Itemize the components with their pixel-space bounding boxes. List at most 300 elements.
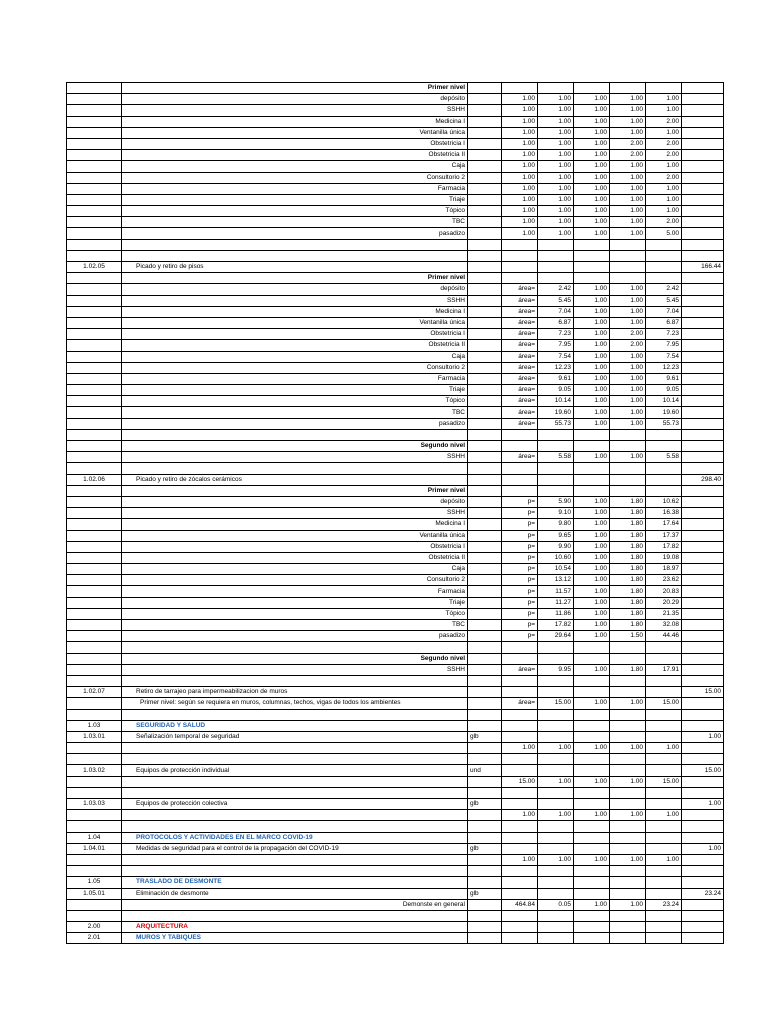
measure-value: 1.00 [538, 228, 574, 239]
empty-cell [610, 429, 646, 440]
item-description: pasadizo [122, 631, 468, 642]
item-code [67, 597, 122, 608]
item-total [682, 564, 724, 575]
item-total [682, 284, 724, 295]
empty-cell [67, 642, 122, 653]
item-total [682, 217, 724, 228]
measure-value [646, 877, 682, 888]
empty-cell [574, 463, 610, 474]
table-row [67, 754, 724, 765]
measure-value: 1.00 [574, 295, 610, 306]
item-total [682, 373, 724, 384]
unit-cell [468, 441, 502, 452]
unit-cell [468, 94, 502, 105]
measure-value: 23.62 [646, 575, 682, 586]
item-code [67, 351, 122, 362]
measure-value [646, 83, 682, 94]
measure-value: 5.90 [538, 496, 574, 507]
empty-cell [468, 675, 502, 686]
measure-label: área= [502, 698, 538, 709]
measure-label: p= [502, 586, 538, 597]
item-code [67, 138, 122, 149]
measure-value: 1.00 [574, 228, 610, 239]
measure-value: 1.00 [574, 575, 610, 586]
item-code [67, 340, 122, 351]
item-code [67, 206, 122, 217]
table-row [67, 385, 724, 396]
measure-value [574, 687, 610, 698]
measure-value: 1.50 [610, 631, 646, 642]
table-row [67, 206, 724, 217]
measure-value [538, 720, 574, 731]
item-code [67, 586, 122, 597]
item-total [682, 127, 724, 138]
item-total [682, 116, 724, 127]
measure-value: 1.00 [538, 150, 574, 161]
unit-cell [468, 105, 502, 116]
measure-value: 29.64 [538, 631, 574, 642]
table-row [67, 575, 724, 586]
table-row [67, 351, 724, 362]
measure-value: 10.62 [646, 496, 682, 507]
item-code [67, 743, 122, 754]
item-total [682, 295, 724, 306]
unit-cell [468, 206, 502, 217]
unit-cell [468, 150, 502, 161]
item-total [682, 273, 724, 284]
empty-cell [610, 463, 646, 474]
item-total [682, 586, 724, 597]
measure-value [646, 687, 682, 698]
table-row [67, 485, 724, 496]
unit-cell [468, 116, 502, 127]
item-description: Primer nivel: según se requiera en muros, columnas, techos, vigas de todos los ambientes [122, 698, 468, 709]
measure-value [538, 933, 574, 944]
measure-value: 1.00 [610, 217, 646, 228]
item-description: Medicina I [122, 306, 468, 317]
measure-label: área= [502, 306, 538, 317]
item-code: 1.02.07 [67, 687, 122, 698]
item-code: 1.02.05 [67, 262, 122, 273]
table-row [67, 530, 724, 541]
item-description: Caja [122, 351, 468, 362]
measure-value: 2.00 [610, 138, 646, 149]
measure-value [610, 731, 646, 742]
measure-label: p= [502, 530, 538, 541]
measure-value: 1.80 [610, 530, 646, 541]
item-description: Farmacia [122, 373, 468, 384]
measure-value: 1.00 [646, 810, 682, 821]
measure-value: 1.00 [574, 127, 610, 138]
empty-cell [610, 910, 646, 921]
item-total [682, 720, 724, 731]
measure-value: 464.84 [502, 899, 538, 910]
measure-value: 1.00 [502, 183, 538, 194]
item-description: Eliminación de desmonte [122, 888, 468, 899]
measure-value [538, 799, 574, 810]
empty-cell [574, 642, 610, 653]
measure-value: 1.00 [502, 206, 538, 217]
unit-cell [468, 776, 502, 787]
item-description: Obstetricia II [122, 340, 468, 351]
item-description [122, 776, 468, 787]
measure-value: 9.61 [646, 373, 682, 384]
item-total [682, 150, 724, 161]
unit-cell [468, 317, 502, 328]
measure-value: 1.00 [538, 138, 574, 149]
measure-label: p= [502, 597, 538, 608]
measure-value: 1.00 [574, 329, 610, 340]
measure-value: 2.00 [646, 138, 682, 149]
measure-label: p= [502, 620, 538, 631]
item-total [682, 396, 724, 407]
measure-value [574, 799, 610, 810]
measure-value [574, 720, 610, 731]
measure-value [646, 273, 682, 284]
unit-cell [468, 194, 502, 205]
empty-cell [682, 463, 724, 474]
measure-value: 1.80 [610, 519, 646, 530]
item-description: Obstetricia I [122, 138, 468, 149]
unit-cell [468, 418, 502, 429]
unit-cell [468, 664, 502, 675]
empty-cell [67, 239, 122, 250]
measure-value: 1.00 [538, 194, 574, 205]
item-code [67, 228, 122, 239]
measure-value: 17.82 [646, 541, 682, 552]
empty-cell [122, 821, 468, 832]
empty-cell [122, 463, 468, 474]
unit-cell [468, 407, 502, 418]
item-code [67, 150, 122, 161]
empty-cell [468, 642, 502, 653]
table-row [67, 362, 724, 373]
measure-value: 1.80 [610, 508, 646, 519]
measure-value: 12.23 [646, 362, 682, 373]
measure-value: 19.60 [646, 407, 682, 418]
table-row [67, 116, 724, 127]
measure-value [610, 799, 646, 810]
measure-value [502, 843, 538, 854]
item-description: Segundo nivel [122, 653, 468, 664]
item-description: Señalización temporal de seguridad [122, 731, 468, 742]
unit-cell [468, 698, 502, 709]
table-row [67, 586, 724, 597]
item-description: Equipos de protección colectiva [122, 799, 468, 810]
measure-value [538, 441, 574, 452]
measure-value: 1.00 [574, 206, 610, 217]
empty-cell [502, 821, 538, 832]
measure-value: 1.00 [538, 743, 574, 754]
item-code [67, 396, 122, 407]
measure-value: 1.00 [502, 150, 538, 161]
table-row [67, 866, 724, 877]
unit-cell [468, 496, 502, 507]
item-code [67, 620, 122, 631]
item-description: Retiro de tarrajeo para impermeabilizacion de muros [122, 687, 468, 698]
measure-value: 1.00 [574, 519, 610, 530]
measure-value: 7.54 [646, 351, 682, 362]
unit-cell [468, 597, 502, 608]
item-description: Consultorio 2 [122, 362, 468, 373]
item-code [67, 653, 122, 664]
measure-value: 1.00 [646, 127, 682, 138]
measure-value: 1.00 [502, 228, 538, 239]
measure-value: 2.00 [610, 329, 646, 340]
item-description: Ventanilla única [122, 530, 468, 541]
empty-cell [646, 250, 682, 261]
unit-cell [468, 273, 502, 284]
table-row [67, 910, 724, 921]
measure-value: 1.00 [574, 362, 610, 373]
item-total [682, 161, 724, 172]
item-code [67, 564, 122, 575]
measure-value [538, 262, 574, 273]
measure-value [574, 765, 610, 776]
table-row [67, 664, 724, 675]
item-code: 1.03.02 [67, 765, 122, 776]
measure-value: 1.00 [502, 194, 538, 205]
measure-label: área= [502, 664, 538, 675]
item-total [682, 631, 724, 642]
item-code: 1.05.01 [67, 888, 122, 899]
measure-value: 1.00 [574, 743, 610, 754]
measure-value: 1.80 [610, 496, 646, 507]
empty-cell [502, 910, 538, 921]
measure-value: 19.60 [538, 407, 574, 418]
measure-value: 0.05 [538, 899, 574, 910]
measure-value: 1.80 [610, 620, 646, 631]
measure-value: 1.00 [610, 351, 646, 362]
measure-value: 1.00 [502, 217, 538, 228]
item-code [67, 94, 122, 105]
item-description: TBC [122, 217, 468, 228]
unit-cell [468, 262, 502, 273]
measure-value [502, 687, 538, 698]
measure-value [574, 485, 610, 496]
item-code: 1.03.01 [67, 731, 122, 742]
item-description: Obstetricia I [122, 541, 468, 552]
measure-value: 1.00 [538, 854, 574, 865]
empty-cell [610, 675, 646, 686]
table-row [67, 552, 724, 563]
unit-cell [468, 530, 502, 541]
measure-value: 1.00 [646, 854, 682, 865]
measure-value: 1.00 [610, 105, 646, 116]
measure-value [502, 888, 538, 899]
measure-value: 17.37 [646, 530, 682, 541]
measure-value: 1.00 [502, 138, 538, 149]
measure-value: 1.00 [538, 94, 574, 105]
empty-cell [574, 250, 610, 261]
measure-value: 2.00 [646, 217, 682, 228]
measure-value [610, 262, 646, 273]
measure-value [610, 653, 646, 664]
empty-cell [502, 675, 538, 686]
item-total [682, 452, 724, 463]
item-total [682, 441, 724, 452]
item-total: 1.00 [682, 799, 724, 810]
item-code [67, 194, 122, 205]
measure-value: 1.00 [574, 306, 610, 317]
empty-cell [682, 239, 724, 250]
measure-label: p= [502, 608, 538, 619]
table-row [67, 631, 724, 642]
item-code [67, 362, 122, 373]
table-row [67, 228, 724, 239]
measure-value [610, 474, 646, 485]
item-code [67, 385, 122, 396]
measure-value: 1.00 [610, 362, 646, 373]
measure-value: 15.00 [538, 698, 574, 709]
measure-value: 1.00 [502, 94, 538, 105]
measure-value: 1.80 [610, 575, 646, 586]
measure-value [502, 832, 538, 843]
item-code [67, 273, 122, 284]
item-code [67, 127, 122, 138]
measure-value: 20.29 [646, 597, 682, 608]
item-description: TBC [122, 620, 468, 631]
item-description: Primer nivel [122, 273, 468, 284]
item-code [67, 698, 122, 709]
measure-value: 1.00 [574, 552, 610, 563]
item-code [67, 418, 122, 429]
measure-value [646, 262, 682, 273]
table-row [67, 787, 724, 798]
empty-cell [538, 821, 574, 832]
empty-cell [468, 709, 502, 720]
measure-value: 1.00 [574, 586, 610, 597]
empty-cell [67, 675, 122, 686]
item-description: Tópico [122, 206, 468, 217]
item-code [67, 116, 122, 127]
measure-value: 1.00 [502, 810, 538, 821]
empty-cell [502, 866, 538, 877]
measure-value: 1.00 [610, 116, 646, 127]
empty-cell [574, 675, 610, 686]
empty-cell [538, 239, 574, 250]
measure-value [610, 720, 646, 731]
measure-value: 1.00 [610, 228, 646, 239]
measure-value [538, 731, 574, 742]
item-total [682, 340, 724, 351]
empty-cell [682, 250, 724, 261]
table-row [67, 720, 724, 731]
empty-cell [538, 250, 574, 261]
measure-value [610, 83, 646, 94]
empty-cell [122, 754, 468, 765]
empty-cell [646, 642, 682, 653]
empty-cell [538, 709, 574, 720]
measure-value: 2.42 [646, 284, 682, 295]
measure-value: 11.86 [538, 608, 574, 619]
item-code [67, 452, 122, 463]
measure-value [538, 877, 574, 888]
item-total [682, 743, 724, 754]
measure-label: p= [502, 508, 538, 519]
item-description: Caja [122, 564, 468, 575]
empty-cell [574, 821, 610, 832]
item-description: depósito [122, 284, 468, 295]
empty-cell [502, 709, 538, 720]
empty-cell [646, 910, 682, 921]
measure-value [646, 765, 682, 776]
item-code [67, 407, 122, 418]
measure-value: 1.00 [538, 105, 574, 116]
measure-value: 1.00 [574, 161, 610, 172]
item-code [67, 496, 122, 507]
table-row [67, 373, 724, 384]
unit-cell: glb [468, 843, 502, 854]
measure-value: 2.00 [646, 116, 682, 127]
item-total [682, 810, 724, 821]
measure-value: 1.00 [574, 530, 610, 541]
measure-value [646, 799, 682, 810]
item-code [67, 441, 122, 452]
item-code [67, 105, 122, 116]
measure-value [502, 474, 538, 485]
measure-value: 1.00 [502, 127, 538, 138]
measure-value [610, 832, 646, 843]
unit-cell [468, 620, 502, 631]
empty-cell [610, 821, 646, 832]
measure-value [538, 888, 574, 899]
measure-label: área= [502, 452, 538, 463]
measure-label: p= [502, 575, 538, 586]
unit-cell [468, 564, 502, 575]
item-description: Farmacia [122, 586, 468, 597]
table-row [67, 217, 724, 228]
table-row [67, 687, 724, 698]
measure-value: 23.24 [646, 899, 682, 910]
measure-value: 1.00 [574, 776, 610, 787]
measure-value [574, 262, 610, 273]
table-row [67, 597, 724, 608]
item-total [682, 228, 724, 239]
measure-value: 9.05 [538, 385, 574, 396]
measure-value: 1.00 [574, 496, 610, 507]
item-total [682, 105, 724, 116]
measure-value: 1.00 [610, 172, 646, 183]
table-row [67, 675, 724, 686]
measure-value: 1.00 [610, 94, 646, 105]
measure-label: área= [502, 373, 538, 384]
item-description: pasadizo [122, 418, 468, 429]
item-code [67, 899, 122, 910]
table-row [67, 743, 724, 754]
table-row [67, 933, 724, 944]
measure-value: 1.00 [646, 206, 682, 217]
measure-value: 1.00 [538, 217, 574, 228]
measure-label: área= [502, 284, 538, 295]
item-total [682, 194, 724, 205]
empty-cell [67, 463, 122, 474]
measure-label: p= [502, 631, 538, 642]
measure-value: 9.80 [538, 519, 574, 530]
empty-cell [67, 787, 122, 798]
unit-cell [468, 922, 502, 933]
item-description: Obstetricia II [122, 150, 468, 161]
measure-value [574, 922, 610, 933]
item-description: MUROS Y TABIQUES [122, 933, 468, 944]
empty-cell [646, 754, 682, 765]
measure-value: 10.54 [538, 564, 574, 575]
item-description: SSHH [122, 295, 468, 306]
unit-cell [468, 899, 502, 910]
measure-value: 1.00 [610, 452, 646, 463]
item-description: Farmacia [122, 183, 468, 194]
measure-value: 20.83 [646, 586, 682, 597]
